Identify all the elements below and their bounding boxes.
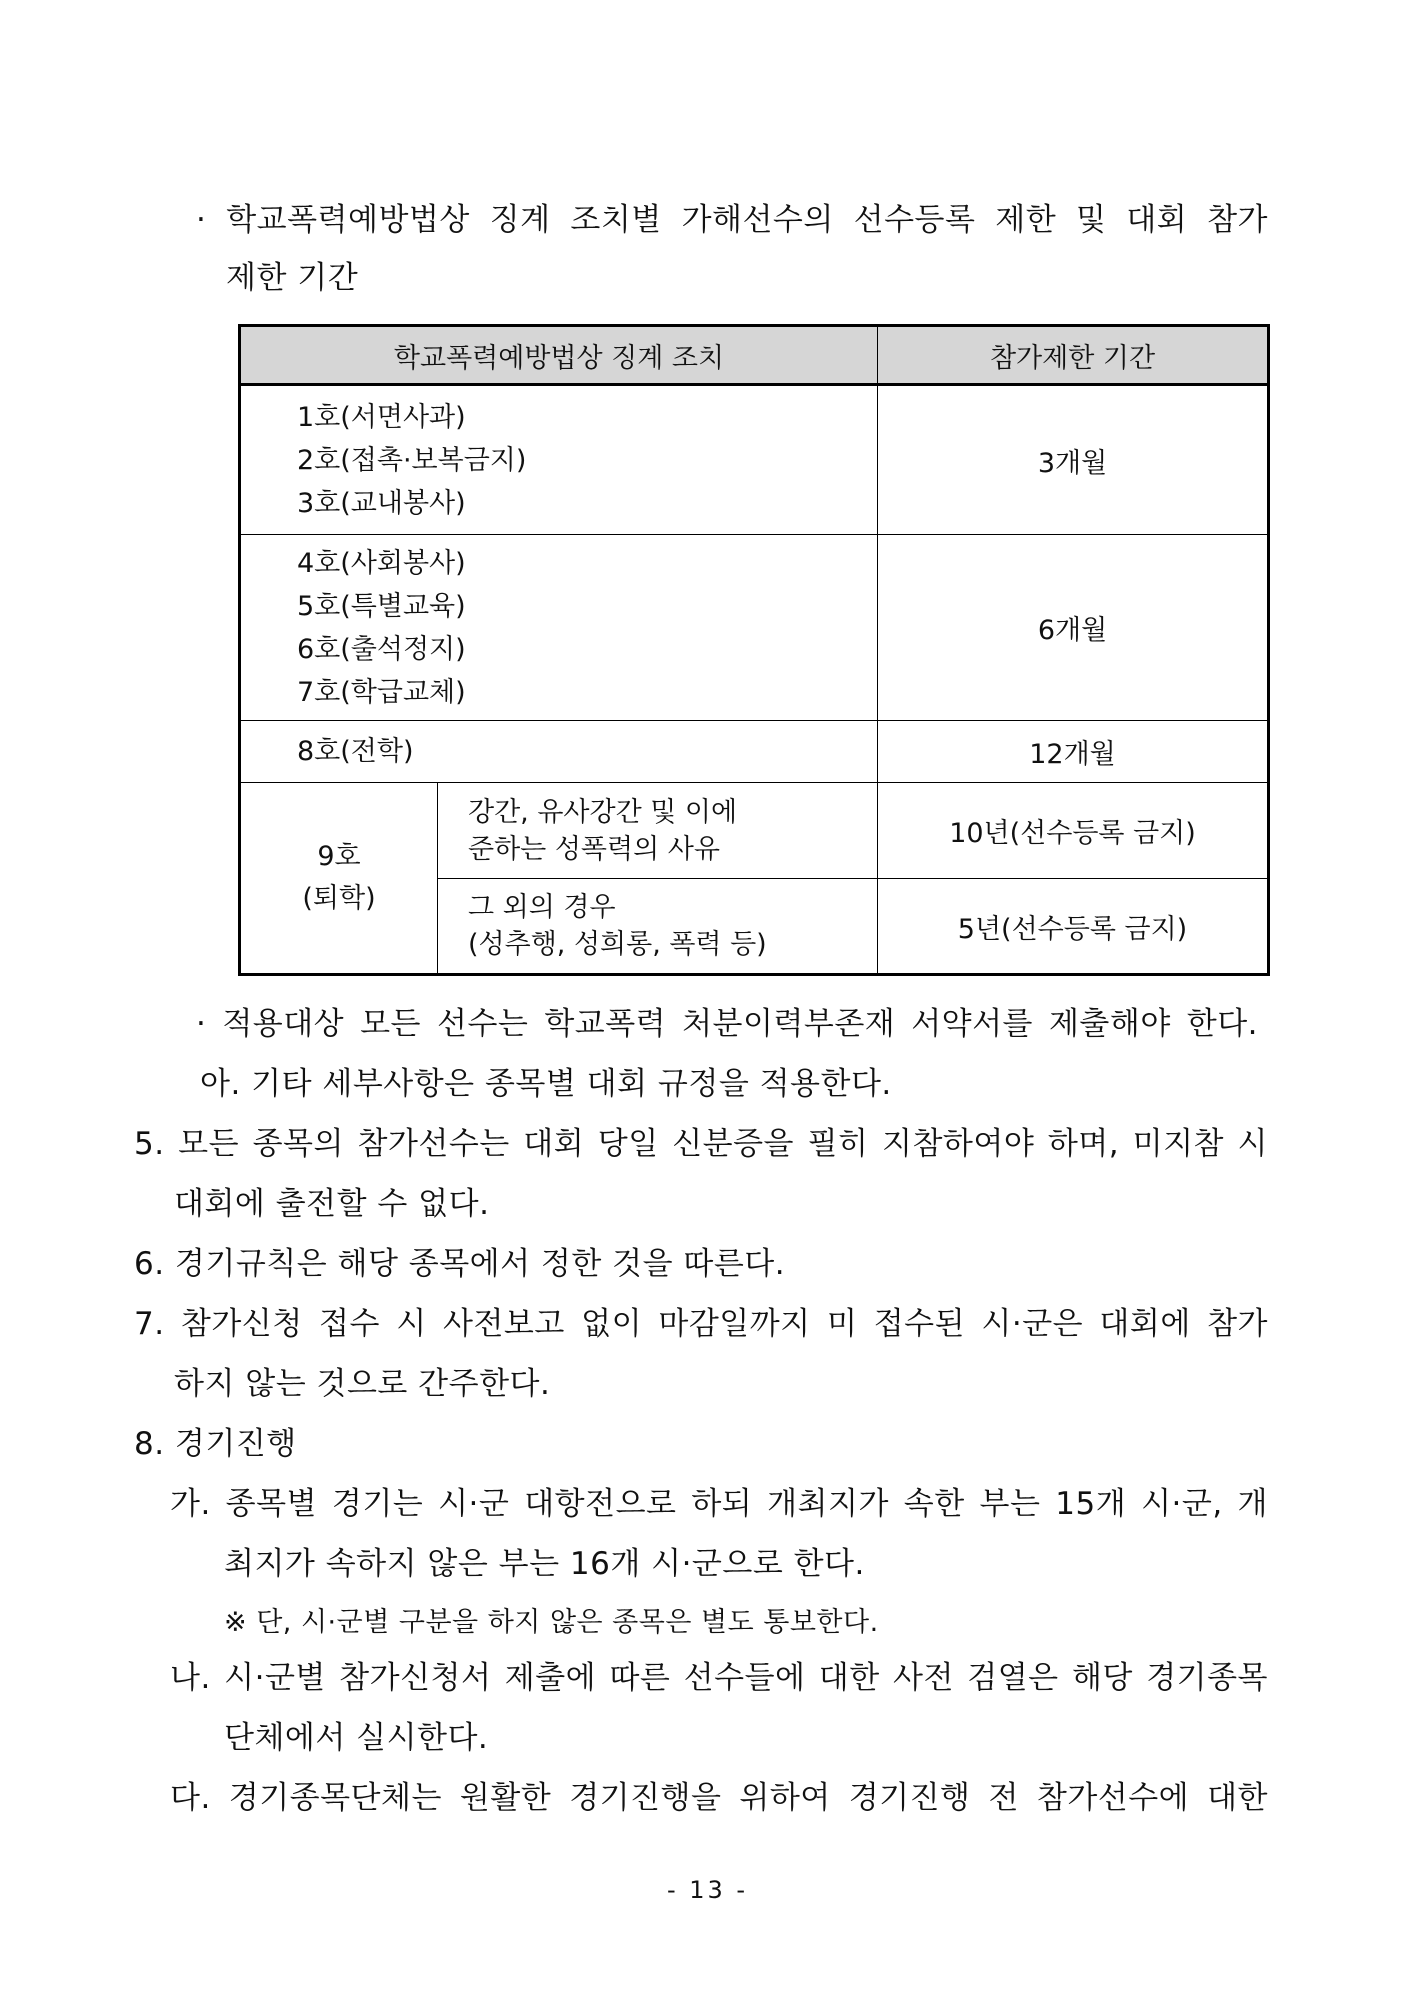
item-8-na-line-2: 단체에서 실시한다. (224, 1720, 489, 1756)
expulsion-reason-cell (438, 879, 878, 975)
measure-item: 6호(출석정지) (297, 633, 466, 665)
expulsion-label: (퇴학) (302, 883, 376, 914)
measure-item: 5호(특별교육) (297, 590, 466, 622)
period-cell: 5년(선수등록 금지) (878, 879, 1269, 975)
table-header-row (240, 326, 1269, 385)
table-row (240, 721, 1269, 783)
reason-line: 준하는 성폭력의 사유 (468, 833, 720, 865)
item-8-ga-line-2: 최지가 속하지 않은 부는 16개 시·군으로 한다. (224, 1546, 865, 1582)
expulsion-reason-cell (438, 783, 878, 879)
measure-cell (240, 721, 878, 783)
table-row (240, 385, 1269, 535)
reason-line: 강간, 유사강간 및 이에 (468, 796, 738, 828)
period-cell: 12개월 (878, 721, 1269, 783)
item-6: 6. 경기규칙은 해당 종목에서 정한 것을 따른다. (134, 1246, 786, 1282)
item-8-ga-line-1: 가. 종목별 경기는 시·군 대항전으로 하되 개최지가 속한 부는 15개 시·군, 개 (170, 1486, 1268, 1522)
measure-item: 8호(전학) (297, 736, 414, 767)
item-8-na-line-1: 나. 시·군별 참가신청서 제출에 따른 선수들에 대한 사전 검열은 해당 경기종목 (170, 1660, 1268, 1696)
intro-line-2: 제한 기간 (226, 260, 359, 296)
reason-line: 그 외의 경우 (468, 892, 616, 923)
expulsion-cell (240, 783, 438, 975)
table-row (240, 783, 1269, 879)
reason-line: (성추행, 성희롱, 폭력 등) (468, 929, 767, 960)
measure-cell (240, 535, 878, 721)
item-5-line-2: 대회에 출전할 수 없다. (174, 1186, 490, 1222)
intro-line-1: · 학교폭력예방법상 징계 조치별 가해선수의 선수등록 제한 및 대회 참가 (196, 202, 1268, 238)
measure-item: 7호(학급교체) (297, 676, 466, 708)
page-number: - 13 - (666, 1876, 749, 1904)
measure-cell (240, 385, 878, 535)
measure-item: 3호(교내봉사) (297, 487, 466, 519)
item-8-note: ※ 단, 시·군별 구분을 하지 않은 종목은 별도 통보한다. (224, 1607, 879, 1638)
measure-item: 2호(접촉·보복금지) (297, 444, 527, 476)
expulsion-label: 9호 (317, 841, 361, 872)
period-cell: 6개월 (878, 535, 1269, 721)
item-8: 8. 경기진행 (134, 1426, 297, 1462)
period-cell: 10년(선수등록 금지) (878, 783, 1269, 879)
table-row (240, 535, 1269, 721)
item-a: 아. 기타 세부사항은 종목별 대회 규정을 적용한다. (200, 1066, 892, 1102)
restriction-table (238, 324, 1270, 976)
measure-item: 1호(서면사과) (297, 401, 466, 433)
measure-item: 4호(사회봉사) (297, 547, 466, 579)
period-cell: 3개월 (878, 385, 1269, 535)
item-5-line-1: 5. 모든 종목의 참가선수는 대회 당일 신분증을 필히 지참하여야 하며, 미지참 시 (134, 1126, 1268, 1162)
header-measure: 학교폭력예방법상 징계 조치 (240, 326, 878, 385)
bullet-apply: · 적용대상 모든 선수는 학교폭력 처분이력부존재 서약서를 제출해야 한다. (196, 1006, 1258, 1042)
header-period: 참가제한 기간 (878, 326, 1269, 385)
item-8-da-line-1: 다. 경기종목단체는 원활한 경기진행을 위하여 경기진행 전 참가선수에 대한 (170, 1780, 1268, 1816)
item-7-line-1: 7. 참가신청 접수 시 사전보고 없이 마감일까지 미 접수된 시·군은 대회에 참가 (134, 1306, 1268, 1342)
item-7-line-2: 하지 않는 것으로 간주한다. (174, 1366, 551, 1402)
